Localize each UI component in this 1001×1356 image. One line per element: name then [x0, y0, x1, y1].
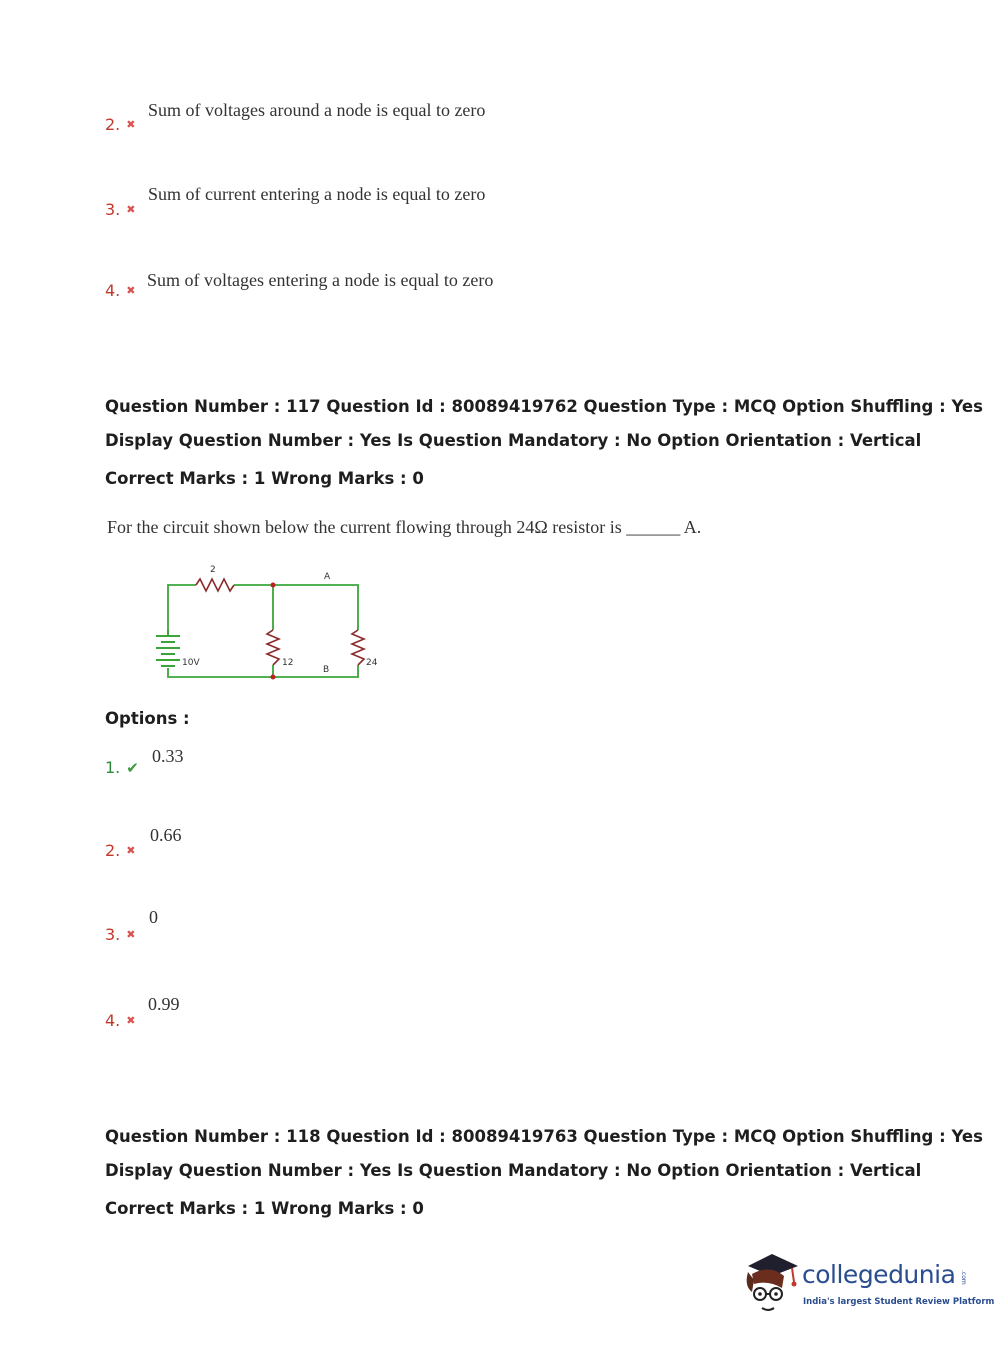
option-number: 2. [105, 841, 121, 860]
wrong-icon: ✖ [126, 844, 136, 857]
option-number: 3. [105, 200, 121, 219]
logo-tagline: India's largest Student Review Platform [803, 1297, 995, 1307]
option-text: 0.33 [152, 746, 184, 766]
collegedunia-logo[interactable] [740, 1250, 995, 1320]
label-node-b: B [323, 665, 330, 675]
q117-meta-line1: Question Number : 117 Question Id : 80089419762 Question Type : MCQ Option Shuffling : Yes [105, 397, 983, 416]
option-text: Sum of voltages entering a node is equal to zero [147, 270, 494, 290]
wrong-icon: ✖ [126, 928, 136, 941]
wrong-icon: ✖ [126, 1014, 136, 1027]
check-icon: ✔ [126, 759, 139, 777]
resistor-mid-icon [267, 630, 279, 665]
option-text: Sum of current entering a node is equal to zero [148, 184, 486, 204]
option-number: 4. [105, 1011, 121, 1030]
node-dot [271, 583, 276, 588]
resistor-top-icon [196, 579, 234, 591]
option-text: 0 [149, 907, 158, 927]
q118-meta-line3: Correct Marks : 1 Wrong Marks : 0 [105, 1199, 424, 1218]
wrong-icon: ✖ [126, 203, 136, 216]
logo-name: collegedunia [802, 1260, 956, 1289]
q118-meta-line1: Question Number : 118 Question Id : 80089419763 Question Type : MCQ Option Shuffling : Yes [105, 1127, 983, 1146]
option-text: Sum of voltages around a node is equal to zero [148, 100, 486, 120]
question-text: For the circuit shown below the current flowing through 24Ω resistor is ______ A. [107, 517, 702, 537]
battery-icon [156, 630, 180, 666]
option-text: 0.99 [148, 994, 180, 1014]
logo-suffix: .com [960, 1270, 967, 1285]
q117-meta-line2: Display Question Number : Yes Is Question Mandatory : No Option Orientation : Vertical [105, 431, 922, 450]
label-resistor-right: 24 [366, 658, 378, 668]
wrong-icon: ✖ [126, 284, 136, 297]
option-text: 0.66 [150, 825, 182, 845]
q118-meta-line2: Display Question Number : Yes Is Question Mandatory : No Option Orientation : Vertical [105, 1161, 922, 1180]
option-number: 4. [105, 281, 121, 300]
option-number: 2. [105, 115, 121, 134]
label-source: 10V [182, 658, 200, 668]
node-dot [271, 675, 276, 680]
label-resistor-mid: 12 [282, 658, 294, 668]
wrong-icon: ✖ [126, 118, 136, 131]
label-node-a: A [324, 572, 331, 582]
options-label: Options : [105, 709, 190, 728]
resistor-right-icon [352, 630, 364, 665]
option-number: 1. [105, 758, 121, 777]
q117-meta-line3: Correct Marks : 1 Wrong Marks : 0 [105, 469, 424, 488]
option-number: 3. [105, 925, 121, 944]
circuit-diagram [148, 560, 388, 685]
mascot-icon [740, 1250, 802, 1320]
label-resistor-top: 2 [210, 565, 216, 575]
